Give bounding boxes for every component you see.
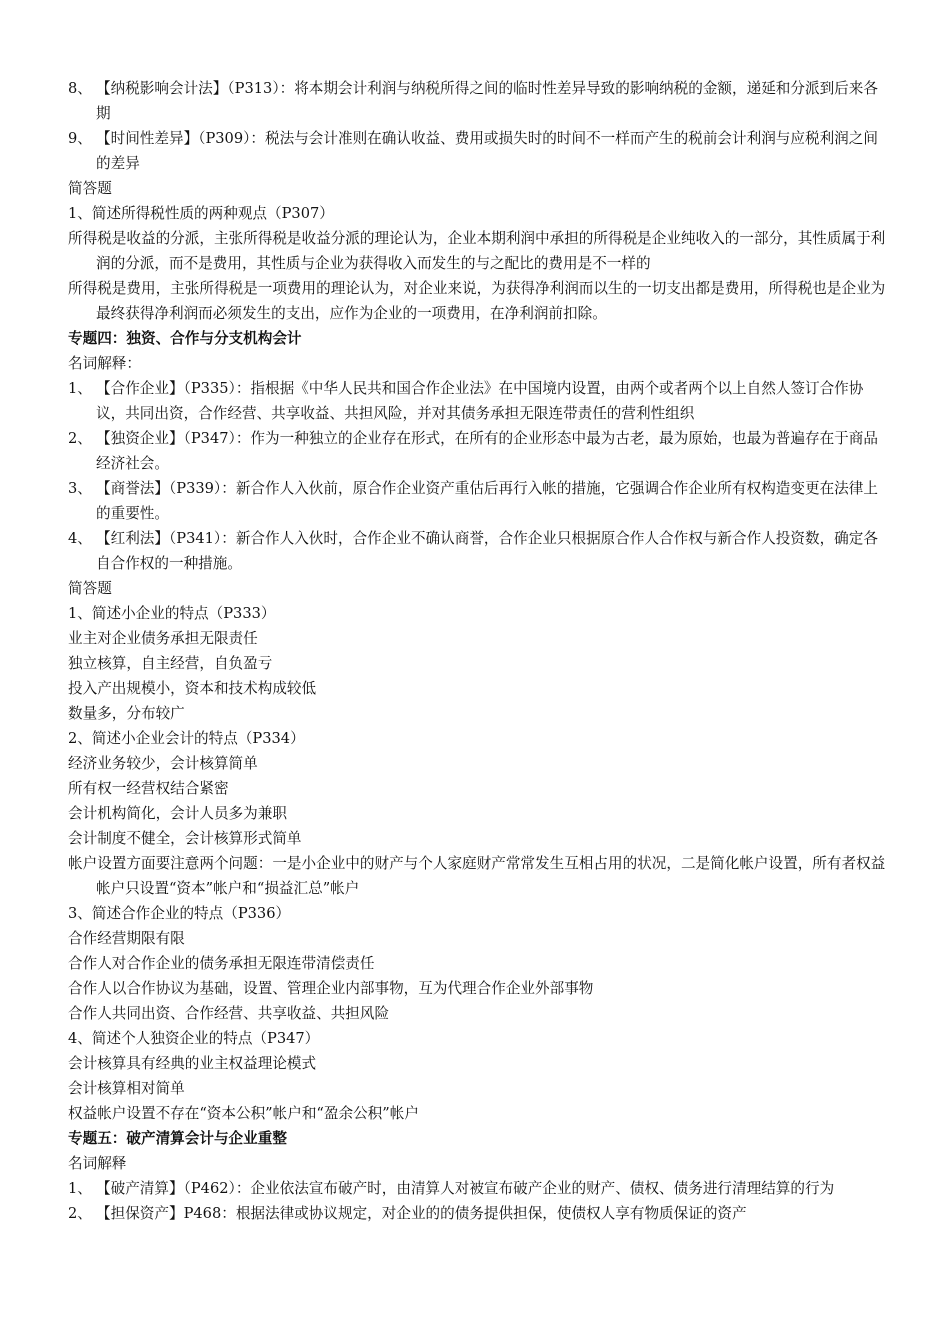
answer-line: 合作人以合作协议为基础，设置、管理企业内部事物，互为代理合作企业外部事物 [68, 980, 594, 997]
answer-line: 会计核算相对简单 [68, 1080, 185, 1097]
item-number: 2、 [68, 1205, 92, 1222]
definition-text: 【破产清算】（P462）：企业依法宣布破产时，由清算人对被宣布破产企业的财产、债权、债务进行清理结算的行为 [96, 1180, 835, 1197]
section-label: 名词解释： [68, 355, 141, 372]
definition-text: 【商誉法】（P339）：新合作人入伙前，原合作企业资产重估后再行入帐的措施，它强调合作企业所有权构造变更在法律上的重要性。 [96, 480, 878, 522]
item-number: 1、 [68, 1180, 92, 1197]
section-title: 专题四：独资、合作与分支机构会计 [68, 330, 302, 347]
answer-line: 所有权一经营权结合紧密 [68, 780, 229, 797]
answer-paragraph: 所得税是费用，主张所得税是一项费用的理论认为，对企业来说，为获得净利润而以生的一切支出都是费用，所得税也是企业为最终获得净利润而必须发生的支出，应作为企业的一项费用，在净利润前扣除。 [68, 280, 886, 322]
definition-text: 【红利法】（P341）：新合作人入伙时，合作企业不确认商誉，合作企业只根据原合作人合作权与新合作人投资数，确定各自合作权的一种措施。 [96, 530, 878, 572]
definition-text: 【纳税影响会计法】（P313）：将本期会计利润与纳税所得之间的临时性差异导致的影响纳税的金额，递延和分派到后来各期 [96, 80, 878, 122]
answer-line: 经济业务较少，会计核算简单 [68, 755, 258, 772]
item-number: 4、 [68, 530, 92, 547]
question: 4、简述个人独资企业的特点（P347） [68, 1030, 320, 1047]
question: 3、简述合作企业的特点（P336） [68, 905, 291, 922]
answer-line: 权益帐户设置不存在“资本公积”帐户和“盈余公积”帐户 [68, 1105, 419, 1122]
definition-text: 【担保资产】P468：根据法律或协议规定，对企业的的债务提供担保，使债权人享有物质保证的资产 [96, 1205, 747, 1222]
answer-line: 合作经营期限有限 [68, 930, 185, 947]
answer-line: 会计机构简化，会计人员多为兼职 [68, 805, 287, 822]
section-label: 简答题 [68, 580, 112, 597]
definition-item [68, 376, 888, 426]
answer-line: 帐户设置方面要注意两个问题：一是小企业中的财产与个人家庭财产常常发生互相占用的状况，二是简化帐户设置，所有者权益帐户只设置“资本”帐户和“损益汇总”帐户 [68, 855, 886, 897]
answer-line: 合作人对合作企业的债务承担无限连带清偿责任 [68, 955, 375, 972]
definition-text: 【合作企业】（P335）：指根据《中华人民共和国合作企业法》在中国境内设置，由两个或者两个以上自然人签订合作协议，共同出资，合作经营、共享收益、共担风险，并对其债务承担无限连带责任的营利性组织 [96, 380, 864, 422]
item-number: 8、 [68, 80, 92, 97]
section-label: 名词解释 [68, 1155, 127, 1172]
section-title: 专题五：破产清算会计与企业重整 [68, 1130, 287, 1147]
answer-line: 合作人共同出资、合作经营、共享收益、共担风险 [68, 1005, 390, 1022]
question: 1、简述所得税性质的两种观点（P307） [68, 205, 334, 222]
definition-item [68, 1176, 888, 1201]
definition-item [68, 126, 888, 176]
answer-paragraph: 所得税是收益的分派，主张所得税是收益分派的理论认为，企业本期利润中承担的所得税是企业纯收入的一部分，其性质属于利润的分派，而不是费用，其性质与企业为获得收入而发生的与之配比的费用是不一样的 [68, 230, 886, 272]
section-label: 简答题 [68, 180, 112, 197]
question: 2、简述小企业会计的特点（P334） [68, 730, 305, 747]
answer-line: 数量多，分布较广 [68, 705, 185, 722]
answer-line: 会计核算具有经典的业主权益理论模式 [68, 1055, 317, 1072]
item-number: 1、 [68, 380, 92, 397]
answer-line: 投入产出规模小，资本和技术构成较低 [68, 680, 317, 697]
definition-item [68, 76, 888, 126]
definition-item [68, 476, 888, 526]
definition-text: 【独资企业】（P347）：作为一种独立的企业存在形式，在所有的企业形态中最为古老，最为原始，也最为普遍存在于商品经济社会。 [96, 430, 878, 472]
item-number: 3、 [68, 480, 92, 497]
item-number: 9、 [68, 130, 92, 147]
item-number: 2、 [68, 430, 92, 447]
definition-text: 【时间性差异】（P309）：税法与会计准则在确认收益、费用或损失时的时间不一样而产生的税前会计利润与应税利润之间的差异 [96, 130, 878, 172]
definition-item [68, 1201, 888, 1226]
definition-item [68, 426, 888, 476]
question: 1、简述小企业的特点（P333） [68, 605, 276, 622]
answer-line: 业主对企业债务承担无限责任 [68, 630, 258, 647]
answer-line: 独立核算，自主经营，自负盈亏 [68, 655, 273, 672]
definition-item [68, 526, 888, 576]
answer-line: 会计制度不健全，会计核算形式简单 [68, 830, 302, 847]
